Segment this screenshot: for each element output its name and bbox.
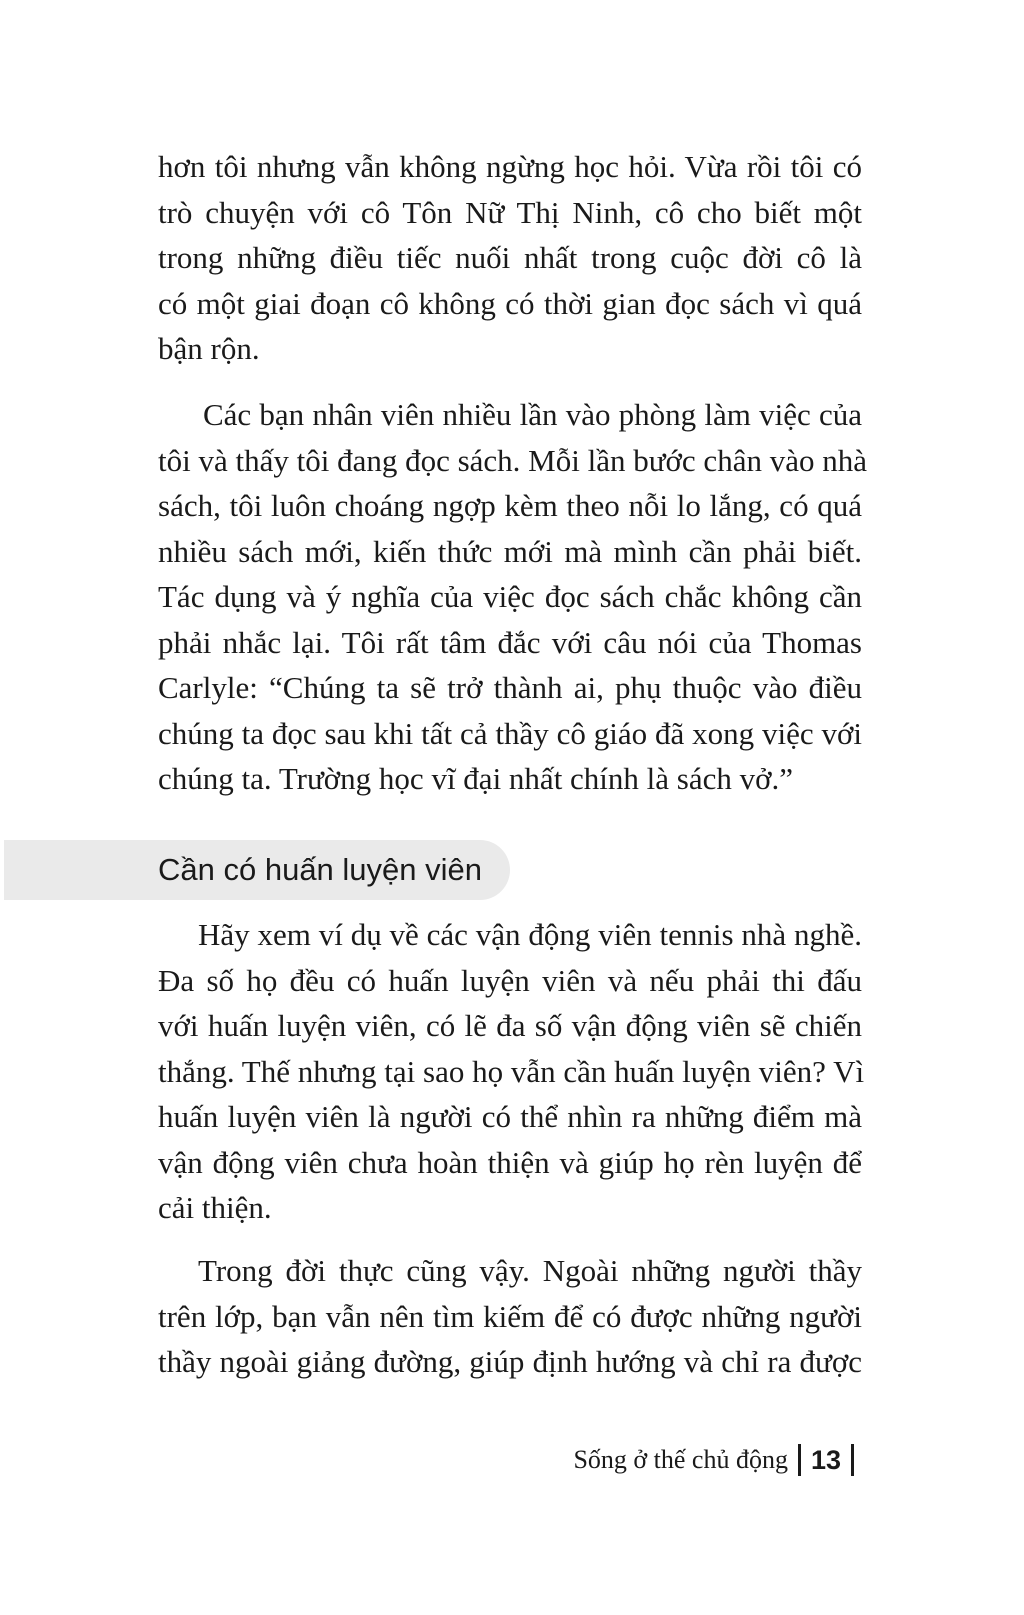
text-line: chúng ta đọc sau khi tất cả thầy cô giáo đã xong việc với xyxy=(158,715,862,751)
text-line: với huấn luyện viên, có lẽ đa số vận động viên sẽ chiến xyxy=(158,1008,862,1043)
text-line: Tác dụng và ý nghĩa của việc đọc sách chắc không cần xyxy=(158,579,862,614)
footer-divider xyxy=(798,1444,801,1476)
text-line: nhiều sách mới, kiến thức mới mà mình cần phải biết. xyxy=(158,533,862,569)
text-line: trò chuyện với cô Tôn Nữ Thị Ninh, cô cho biết một xyxy=(158,194,862,230)
text-line: trong những điều tiếc nuối nhất trong cuộc đời cô là xyxy=(158,240,862,275)
text-line: Hãy xem ví dụ về các vận động viên tennis nhà nghề. xyxy=(198,917,862,952)
paragraph-3 xyxy=(158,912,865,1231)
page-footer xyxy=(573,1438,864,1482)
section-heading: Cần có huấn luyện viên xyxy=(158,852,483,887)
text-line: phải nhắc lại. Tôi rất tâm đắc với câu nói của Thomas xyxy=(158,624,862,660)
text-line: hơn tôi nhưng vẫn không ngừng học hỏi. Vừa rồi tôi có xyxy=(158,149,862,184)
text-line: có một giai đoạn cô không có thời gian đọc sách vì quá xyxy=(158,285,862,321)
text-line: chúng ta. Trường học vĩ đại nhất chính là sách vở.” xyxy=(158,761,794,796)
text-line: Trong đời thực cũng vậy. Ngoài những người thầy xyxy=(198,1253,862,1288)
text-line: Carlyle: “Chúng ta sẽ trở thành ai, phụ thuộc vào điều xyxy=(158,670,862,705)
footer-divider xyxy=(851,1444,854,1476)
text-line: vận động viên chưa hoàn thiện và giúp họ rèn luyện để xyxy=(158,1144,862,1180)
page-number: 13 xyxy=(810,1444,841,1475)
paragraph-2 xyxy=(158,392,867,802)
text-line: huấn luyện viên là người có thể nhìn ra những điểm mà xyxy=(158,1099,862,1134)
text-line: trên lớp, bạn vẫn nên tìm kiếm để có được những người xyxy=(158,1298,862,1334)
text-line: Đa số họ đều có huấn luyện viên và nếu phải thi đấu xyxy=(158,962,862,998)
text-line: tôi và thấy tôi đang đọc sách. Mỗi lần bước chân vào nhà xyxy=(158,442,867,478)
text-line: thắng. Thế nhưng tại sao họ vẫn cần huấn luyện viên? Vì xyxy=(158,1053,865,1089)
paragraph-4 xyxy=(158,1248,862,1385)
running-title: Sống ở thế chủ động xyxy=(573,1445,788,1474)
text-line: sách, tôi luôn choáng ngợp kèm theo nỗi lo lắng, có quá xyxy=(158,488,862,523)
text-line: cải thiện. xyxy=(158,1190,272,1225)
text-line: Các bạn nhân viên nhiều lần vào phòng làm việc của xyxy=(203,397,862,432)
text-line: bận rộn. xyxy=(158,331,260,366)
paragraph-1 xyxy=(158,144,862,372)
text-line: thầy ngoài giảng đường, giúp định hướng và chỉ ra được xyxy=(158,1344,862,1379)
